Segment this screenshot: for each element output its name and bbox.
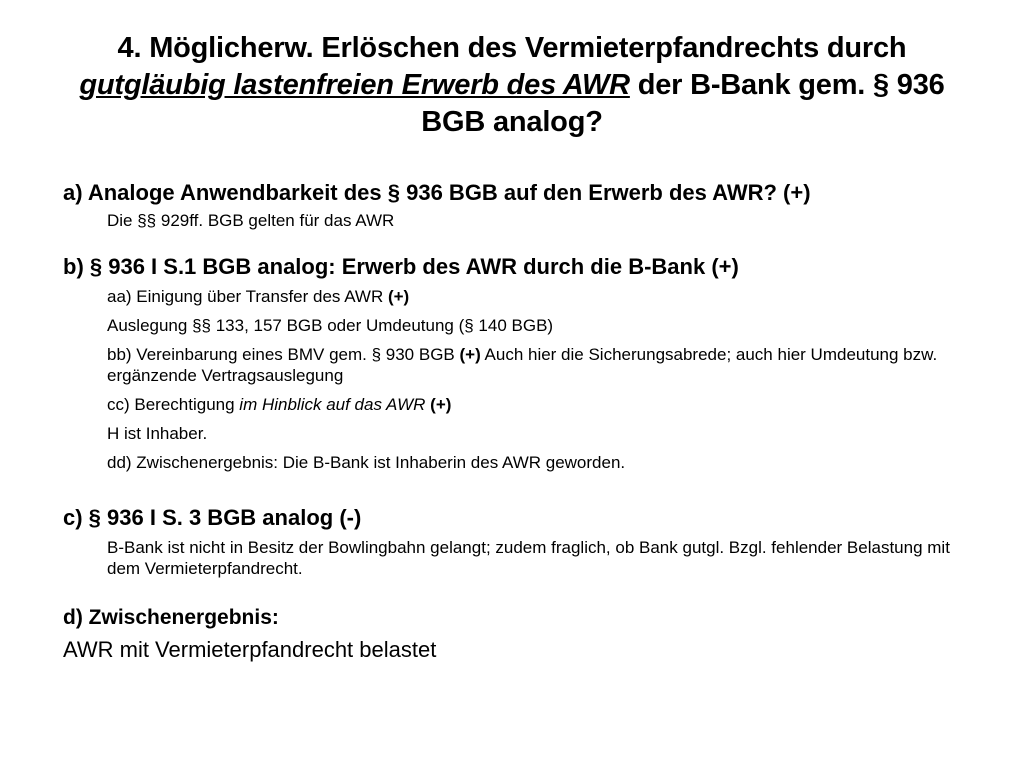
section-b-cc <box>107 394 963 415</box>
section-b-bb-rest: Auch hier die Sicherungsabrede; auch hier Umdeutung bzw. ergänzende Vertragsauslegung <box>107 345 938 385</box>
section-b-aa-text: aa) Einigung über Transfer des AWR <box>107 287 388 306</box>
section-a-heading: a) Analoge Anwendbarkeit des § 936 BGB auf den Erwerb des AWR? (+) <box>63 180 811 205</box>
section-b-dd: dd) Zwischenergebnis: Die B-Bank ist Inhaberin des AWR geworden. <box>107 453 626 472</box>
section-d-text: AWR mit Vermieterpfandrecht belastet <box>63 637 437 662</box>
section-b-aa <box>107 286 963 307</box>
section-b-cc-text: cc) Berechtigung <box>107 395 240 414</box>
section-a-text: Die §§ 929ff. BGB gelten für das AWR <box>107 211 395 230</box>
slide-body <box>63 178 963 665</box>
title-emphasis: gutgläubig lastenfreien Erwerb des AWR <box>79 69 630 101</box>
section-b-aa-mark: (+) <box>387 287 410 306</box>
section-b-cc-mark: (+) <box>430 395 452 414</box>
section-b-cc-italic: im Hinblick auf das AWR <box>239 395 426 414</box>
title-line-1: 4. Möglicherw. Erlöschen des Vermieterpfandrechts durch <box>117 32 907 64</box>
title-line-3: BGB analog? <box>421 106 603 138</box>
slide-title <box>50 30 974 141</box>
section-b-bb-mark: (+) <box>459 345 481 364</box>
section-d-heading: d) Zwischenergebnis: <box>63 606 279 629</box>
section-b-bb-text: bb) Vereinbarung eines BMV gem. § 930 BGB <box>107 345 460 364</box>
section-b-bb <box>107 344 963 386</box>
title-line-2-rest: der B-Bank gem. § 936 <box>629 69 945 101</box>
section-b-aa-note: Auslegung §§ 133, 157 BGB oder Umdeutung (§ 140 BGB) <box>107 316 554 335</box>
section-c-text: B-Bank ist nicht in Besitz der Bowlingbahn gelangt; zudem fraglich, ob Bank gutgl. Bzgl. fehlender Belastung mit dem Vermieterpfandrecht. <box>107 538 950 578</box>
section-c-heading: c) § 936 I S. 3 BGB analog (-) <box>63 505 362 530</box>
section-b-cc-note: H ist Inhaber. <box>107 424 208 443</box>
section-b-heading: b) § 936 I S.1 BGB analog: Erwerb des AWR durch die B-Bank (+) <box>63 254 739 279</box>
